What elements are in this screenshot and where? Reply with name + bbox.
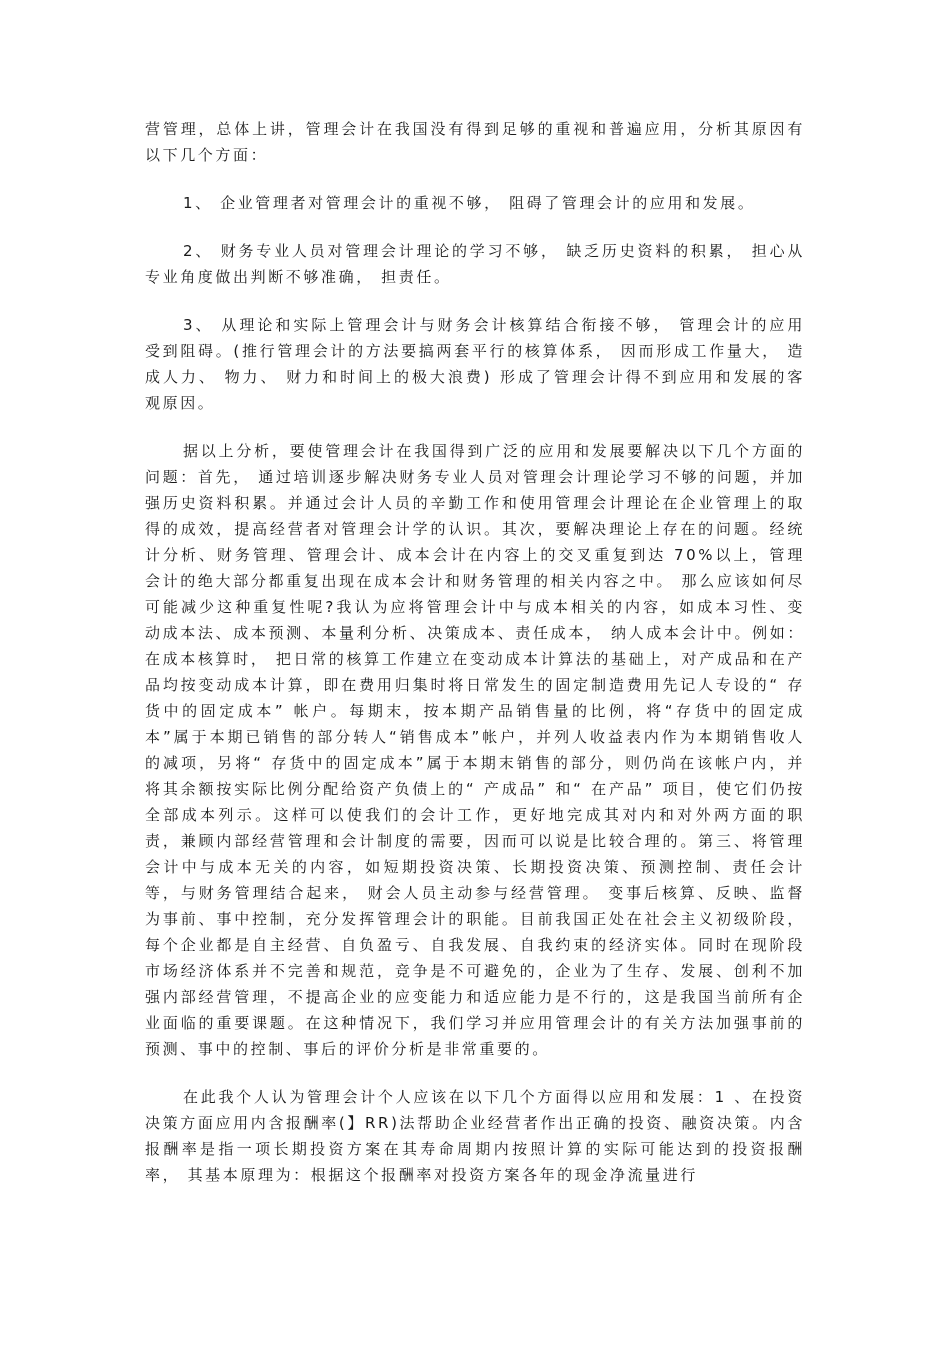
paragraph-reason-3: 3、 从理论和实际上管理会计与财务会计核算结合衔接不够， 管理会计的应用受到阻碍。(推行管理会计的方法要搞两套平行的核算体系， 因而形成工作量大， 造成人力、 物力、 财力和时间上的极大浪费) 形成了管理会计得不到应用和发展的客观原因。 xyxy=(145,316,805,412)
paragraph-reason-1: 1、 企业管理者对管理会计的重视不够， 阻碍了管理会计的应用和发展。 xyxy=(183,194,756,212)
paragraph-intro-continuation: 营管理，总体上讲，管理会计在我国没有得到足够的重视和普遍应用，分析其原因有以下几个方面： xyxy=(145,120,805,164)
paragraph-analysis: 据以上分析，要使管理会计在我国得到广泛的应用和发展要解决以下几个方面的问题：首先， 通过培训逐步解决财务专业人员对管理会计理论学习不够的问题，并加强历史资料积累。并通过会计人员的辛勤工作和使用管理会计理论在企业管理上的取得的成效，提高经营者对管理会计学的认识。其次，要解决理论上存在的问题。经统计分析、财务管理、管理会计、成本会计在内容上的交叉重复到达 70%以上，管理会计的绝大部分都重复出现在成本会计和财务管理的相关内容之中。 那么应该如何尽可能减少这种重复性呢?我认为应将管理会计中与成本相关的内容，如成本习性、变动成本法、成本预测、本量利分析、决策成本、责任成本， 纳人成本会计中。例如：在成本核算时， 把日常的核算工作建立在变动成本计算法的基础上，对产成品和在产品均按变动成本计算，即在费用归集时将日常发生的固定制造费用先记人专设的“ 存货中的固定成本” 帐户。每期末，按本期产品销售量的比例，将“存货中的固定成本”属于本期已销售的部分转人“销售成本”帐户，并列人收益表内作为本期销售收人的减项，另将“ 存货中的固定成本”属于本期末销售的部分，则仍尚在该帐户内，并将其余额按实际比例分配给资产负债上的“ 产成品” 和“ 在产品” 项目，使它们仍按全部成本列示。这样可以使我们的会计工作，更好地完成其对内和对外两方面的职责，兼顾内部经营管理和会计制度的需要，因而可以说是比较合理的。第三、将管理会计中与成本无关的内容，如短期投资决策、长期投资决策、预测控制、责任会计等，与财务管理结合起来， 财会人员主动参与经营管理。 变事后核算、反映、监督为事前、事中控制，充分发挥管理会计的职能。目前我国正处在社会主义初级阶段，每个企业都是自主经营、自负盈亏、自我发展、自我约束的经济实体。同时在现阶段市场经济体系并不完善和规范，竞争是不可避免的，企业为了生存、发展、创利不加强内部经营管理，不提高企业的应变能力和适应能力是不行的，这是我国当前所有企业面临的重要课题。在这种情况下，我们学习并应用管理会计的有关方法加强事前的预测、事中的控制、事后的评价分析是非常重要的。 xyxy=(145,442,805,1058)
paragraph-reason-2: 2、 财务专业人员对管理会计理论的学习不够， 缺乏历史资料的积累， 担心从专业角度做出判断不够准确， 担责任。 xyxy=(145,242,805,286)
paragraph-application: 在此我个人认为管理会计个人应该在以下几个方面得以应用和发展：1 、在投资决策方面应用内含报酬率(】RR)法帮助企业经营者作出正确的投资、融资决策。内含报酬率是指一项长期投资方案在其寿命周期内按照计算的实际可能达到的投资报酬率， 其基本原理为：根据这个报酬率对投资方案各年的现金净流量进行 xyxy=(145,1088,805,1184)
document-body xyxy=(145,116,805,1210)
